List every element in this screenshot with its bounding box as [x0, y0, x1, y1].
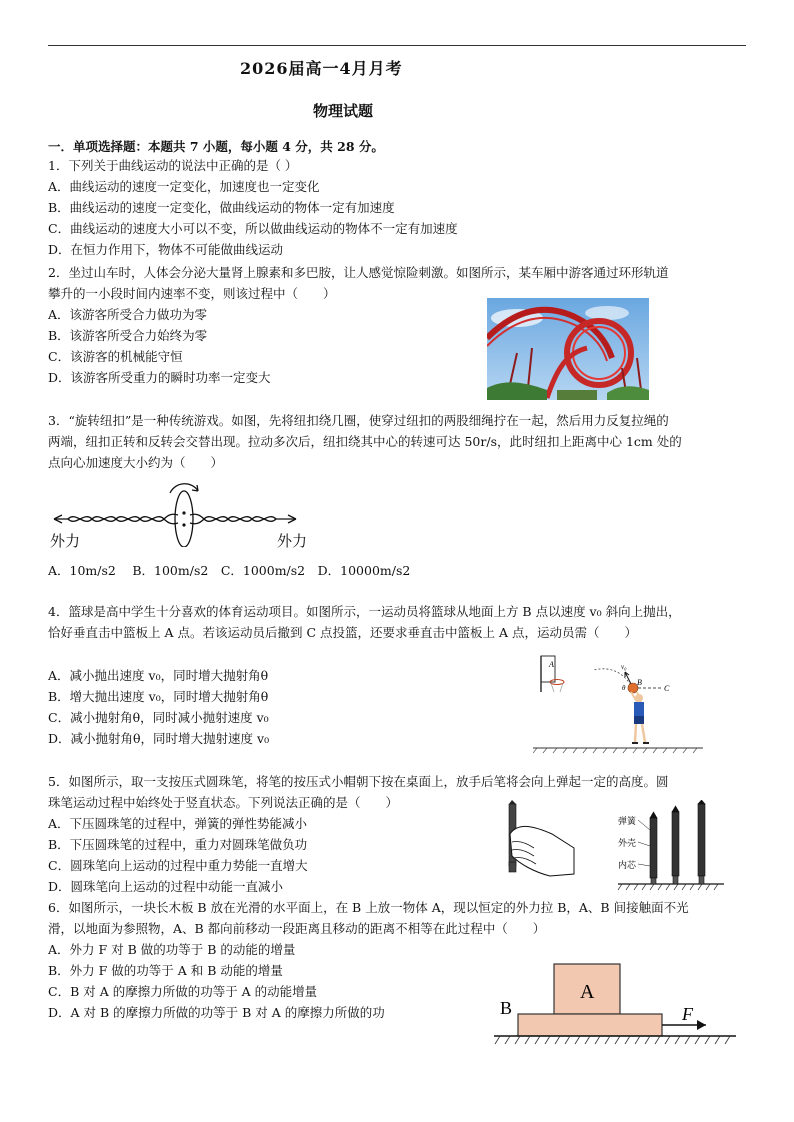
q5-option-d: D．圆珠笔向上运动的过程中动能一直减小: [48, 879, 284, 894]
q2-stem-line2: 攀升的一小段时间内速率不变，则该过程中（ ）: [48, 286, 336, 301]
q2-option-c: C．该游客的机械能守恒: [48, 349, 183, 364]
q4-stem-line2: 恰好垂直击中篮板上 A 点。若该运动员后撤到 C 点投篮，还要求垂直击中篮板上 A 点，运动员需（ ）: [48, 625, 637, 640]
q2-option-d: D．该游客所受重力的瞬时功率一定变大: [48, 370, 271, 385]
spinning-button-figure: [50, 475, 310, 547]
q6-option-a: A．外力 F 对 B 做的功等于 B 的动能的增量: [48, 942, 296, 957]
block-b: [518, 1014, 662, 1036]
q5-label-spring: 弹簧: [618, 817, 637, 827]
q5-stem-line2: 珠笔运动过程中始终处于竖直状态。下列说法正确的是（ ）: [48, 795, 399, 810]
page-title: 2026届高一4月月考: [240, 59, 403, 78]
q1-option-d: D．在恒力作用下，物体不可能做曲线运动: [48, 242, 284, 257]
q2-option-b: B．该游客所受合力始终为零: [48, 328, 208, 343]
q1-option-c: C．曲线运动的速度大小可以不变，所以做曲线运动的物体不一定有加速度: [48, 221, 458, 236]
q5-label-core: 内芯: [618, 861, 637, 871]
q4-option-a: A．减小抛出速度 v₀，同时增大抛射角θ: [48, 668, 269, 683]
section-heading: 一．单项选择题：本题共 7 小题，每小题 4 分，共 28 分。: [48, 139, 384, 154]
header-rule: [48, 45, 746, 46]
q4-option-d: D．减小抛射角θ，同时增大抛射速度 v₀: [48, 731, 270, 746]
q1-stem: 1．下列关于曲线运动的说法中正确的是（ ）: [48, 158, 298, 173]
q6-stem-line1: 6．如图所示，一块长木板 B 放在光滑的水平面上，在 B 上放一物体 A，现以恒定的外力拉 B，A、B 间接触面不光: [48, 900, 689, 915]
q4-option-b: B．增大抛出速度 v₀，同时增大抛射角θ: [48, 689, 269, 704]
force-f-label: F: [682, 1004, 693, 1024]
q3-options: A．10m/s2 B．100m/s2 C．1000m/s2 D．10000m/s2: [48, 563, 411, 578]
q4-stem-line1: 4．篮球是高中学生十分喜欢的体育运动项目。如图所示，一运动员将篮球从地面上方 B 点以速度 v₀ 斜向上抛出，: [48, 604, 681, 619]
roller-coaster-image: [487, 298, 649, 400]
ballpoint-pen-figure: [500, 800, 730, 892]
block-b-label: B: [500, 998, 513, 1018]
q4-label-theta: θ: [622, 684, 626, 692]
q3-stem-line1: 3．“旋转纽扣”是一种传统游戏。如图，先将纽扣绕几圈，使穿过纽扣的两股细绳拧在一起，然后用力反复拉绳的: [48, 413, 669, 428]
q3-stem-line3: 点向心加速度大小约为（ ）: [48, 455, 224, 470]
blocks-figure: [494, 958, 740, 1048]
block-a-label: A: [580, 981, 595, 1003]
q6-option-d: D．A 对 B 的摩擦力所做的功等于 B 对 A 的摩擦力所做的功: [48, 1005, 385, 1020]
q3-right-force-label: 外力: [277, 532, 308, 550]
q4-label-c: C: [664, 684, 670, 693]
q6-option-b: B．外力 F 做的功等于 A 和 B 动能的增量: [48, 963, 283, 978]
q1-option-a: A．曲线运动的速度一定变化，加速度也一定变化: [48, 179, 320, 194]
q5-option-b: B．下压圆珠笔的过程中，重力对圆珠笔做负功: [48, 837, 308, 852]
q6-stem-line2: 滑，以地面为参照物，A、B 都向前移动一段距离且移动的距离不相等在此过程中（ ）: [48, 921, 546, 936]
q5-label-shell: 外壳: [618, 839, 637, 849]
q1-option-b: B．曲线运动的速度一定变化，做曲线运动的物体一定有加速度: [48, 200, 395, 215]
q5-stem-line1: 5．如图所示，取一支按压式圆珠笔，将笔的按压式小帽朝下按在桌面上，放手后笔将会向上弹起一定的高度。圆: [48, 774, 669, 789]
q4-label-v0: v₀: [621, 663, 627, 671]
q5-option-a: A．下压圆珠笔的过程中，弹簧的弹性势能减小: [48, 816, 308, 831]
q4-label-b: B: [637, 678, 642, 687]
q5-option-c: C．圆珠笔向上运动的过程中重力势能一直增大: [48, 858, 308, 873]
q6-option-c: C．B 对 A 的摩擦力所做的功等于 A 的动能增量: [48, 984, 318, 999]
q2-stem-line1: 2．坐过山车时，人体会分泌大量肾上腺素和多巴胺，让人感觉惊险刺激。如图所示，某车厢中游客通过环形轨道: [48, 265, 669, 280]
q2-option-a: A．该游客所受合力做功为零: [48, 307, 208, 322]
q3-stem-line2: 两端，纽扣正转和反转会交替出现。拉动多次后，纽扣绕其中心的转速可达 50r/s，此时纽扣上距离中心 1cm 处的: [48, 434, 682, 449]
q4-label-a: A: [549, 660, 554, 669]
basketball-figure: [533, 652, 703, 754]
q3-left-force-label: 外力: [50, 532, 81, 550]
q4-option-c: C．减小抛射角θ，同时减小抛射速度 v₀: [48, 710, 269, 725]
page-subtitle: 物理试题: [313, 102, 374, 120]
